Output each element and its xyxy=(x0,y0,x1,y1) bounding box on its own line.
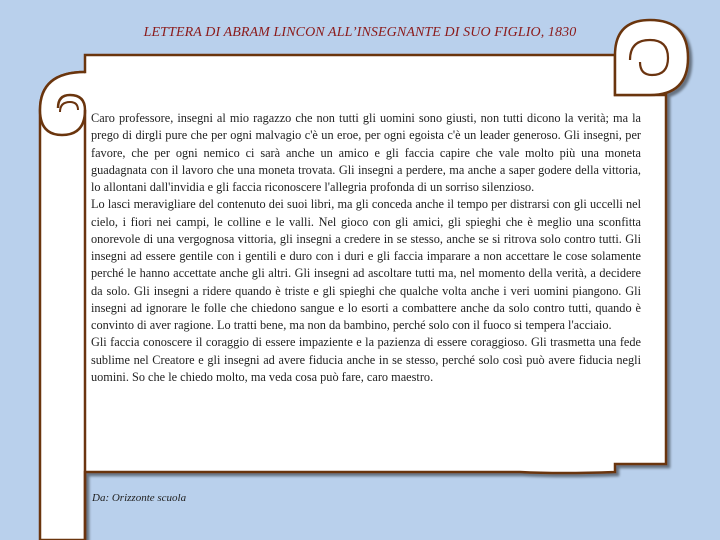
letter-paragraph-3: Gli faccia conoscere il coraggio di essere impaziente e la pazienza di essere coraggioso. Gli trasmetta una fede sublime nel Creatore e gli insegni ad avere fiducia anche in se stesso, perché solo così può avere fiducia negli uomini. So che le chiedo molto, ma veda cosa può fare, caro maestro. xyxy=(91,335,641,384)
letter-title: LETTERA DI ABRAM LINCON ALL’INSEGNANTE DI SUO FIGLIO, 1830 xyxy=(143,25,577,40)
letter-body xyxy=(91,110,641,386)
letter-paragraph-1: Caro professore, insegni al mio ragazzo che non tutti gli uomini sono giusti, non tutti dicono la verità; ma la prego di dirgli pure che per ogni malvagio c'è un eroe, per ogni egoista c'è un leader generoso. Gli insegni, per favore, che per ogni nemico ci sarà anche un amico e gli faccia capire che vale molto più una moneta guadagnata con il lavoro che una moneta trovata. Gli insegni a perdere, ma anche a saper godere della vittoria, lo allontani dall'invidia e gli faccia riconoscere l'allegria profonda di un sorriso silenzioso. xyxy=(91,111,641,194)
letter-paragraph-2: Lo lasci meravigliare del contenuto dei suoi libri, ma gli conceda anche il tempo per distrarsi con gli uccelli nel cielo, i fiori nei campi, le colline e le valli. Nel gioco con gli amici, gli spieghi che è meglio una sconfitta onorevole di una vergognosa vittoria, gli insegni a credere in se stesso, anche se si ritrova solo contro tutti. Gli insegni ad essere gentile con i gentili e duro con i duri e gli faccia imparare a non accettare le cose solamente perché le hanno accettate anche gli altri. Gli insegni ad ascoltare tutti ma, nel momento della verità, a decidere da solo. Gli insegni a ridere quando è triste e gli spieghi che qualche volta anche i veri uomini piangono. Gli insegni ad ignorare le folle che chiedono sangue e lo esorti a combattere anche da solo contro tutti, quando è convinto di aver ragione. Lo tratti bene, ma non da bambino, perché solo con il fuoco si tempera l'acciaio. xyxy=(91,197,641,332)
source-credit: Da: Orizzonte scuola xyxy=(92,492,187,504)
